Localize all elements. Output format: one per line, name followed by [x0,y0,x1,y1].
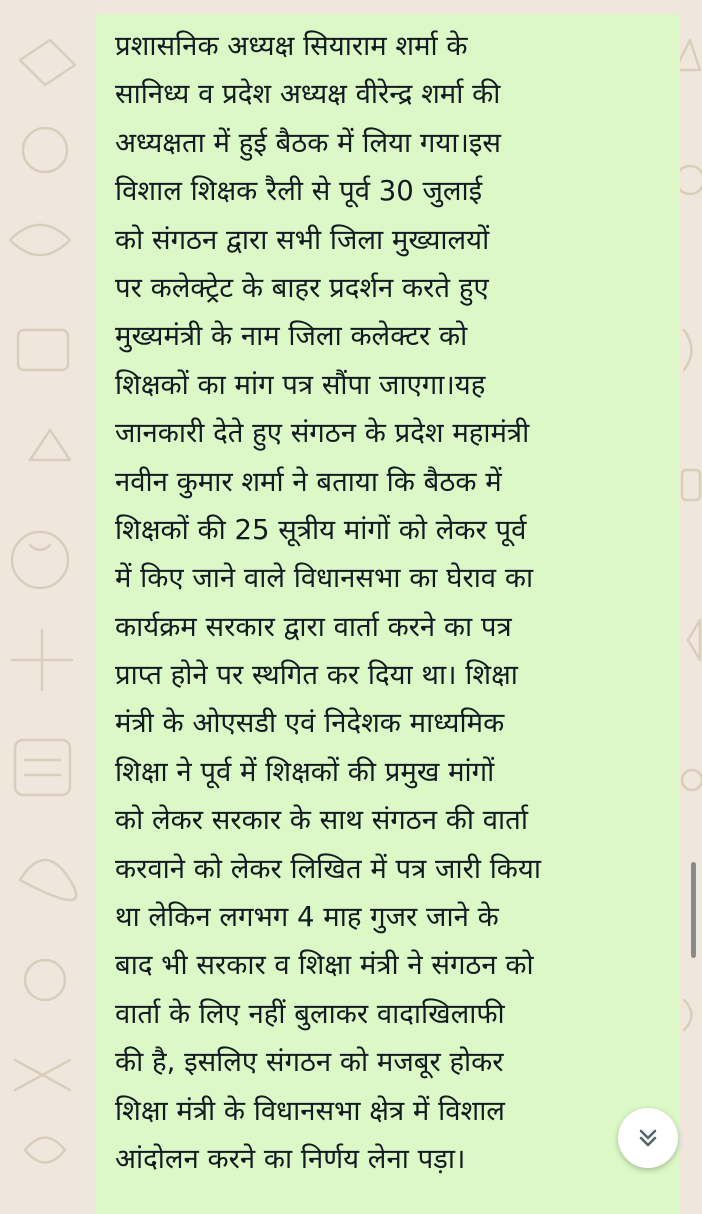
message-line: था लेकिन लगभग 4 माह गुजर जाने के [115,901,499,934]
message-line: में किए जाने वाले विधानसभा का घेराव का [115,562,534,595]
message-line: सानिध्य व प्रदेश अध्यक्ष वीरेन्द्र शर्मा की [115,78,501,111]
double-chevron-down-icon [635,1125,661,1151]
message-line: शिक्षा मंत्री के विधानसभा क्षेत्र में विशाल [115,1094,505,1127]
message-line: प्रशासनिक अध्यक्ष सियाराम शर्मा के [115,30,468,62]
message-line: वार्ता के लिए नहीं बुलाकर वादाखिलाफी [115,997,505,1030]
message-line: विशाल शिक्षक रैली से पूर्व 30 जुलाई [115,175,483,208]
message-line: करवाने को लेकर लिखित में पत्र जारी किया [115,852,542,885]
message-line: नवीन कुमार शर्मा ने बताया कि बैठक में [115,465,502,498]
message-line: शिक्षकों का मांग पत्र सौंपा जाएगा।यह [115,368,486,401]
message-bubble[interactable] [95,14,680,1214]
message-line: शिक्षकों की 25 सूत्रीय मांगों को लेकर पूर्व [115,513,527,546]
message-line: मुख्यमंत्री के नाम जिला कलेक्टर को [115,320,468,353]
message-line: आंदोलन करने का निर्णय लेना पड़ा। [115,1142,466,1175]
message-line: की है, इसलिए संगठन को मजबूर होकर [115,1046,504,1079]
message-line: अध्यक्षता में हुई बैठक में लिया गया।इस [115,126,501,159]
scrollbar-thumb[interactable] [691,862,696,958]
message-text [115,14,664,1183]
message-line: को लेकर सरकार के साथ संगठन की वार्ता [115,804,528,837]
message-line: को संगठन द्वारा सभी जिला मुख्यालयों [115,223,490,256]
message-line: कार्यक्रम सरकार द्वारा वार्ता करने का पत्र [115,610,512,643]
message-line: पर कलेक्ट्रेट के बाहर प्रदर्शन करते हुए [115,271,489,304]
message-line: प्राप्त होने पर स्थगित कर दिया था। शिक्षा [115,659,518,692]
scroll-down-button[interactable] [618,1108,678,1168]
message-line: मंत्री के ओएसडी एवं निदेशक माध्यमिक [115,707,505,740]
message-line: जानकारी देते हुए संगठन के प्रदेश महामंत्री [115,417,530,450]
message-line: शिक्षा ने पूर्व में शिक्षकों की प्रमुख मांगों [115,755,495,788]
message-line: बाद भी सरकार व शिक्षा मंत्री ने संगठन को [115,949,534,982]
